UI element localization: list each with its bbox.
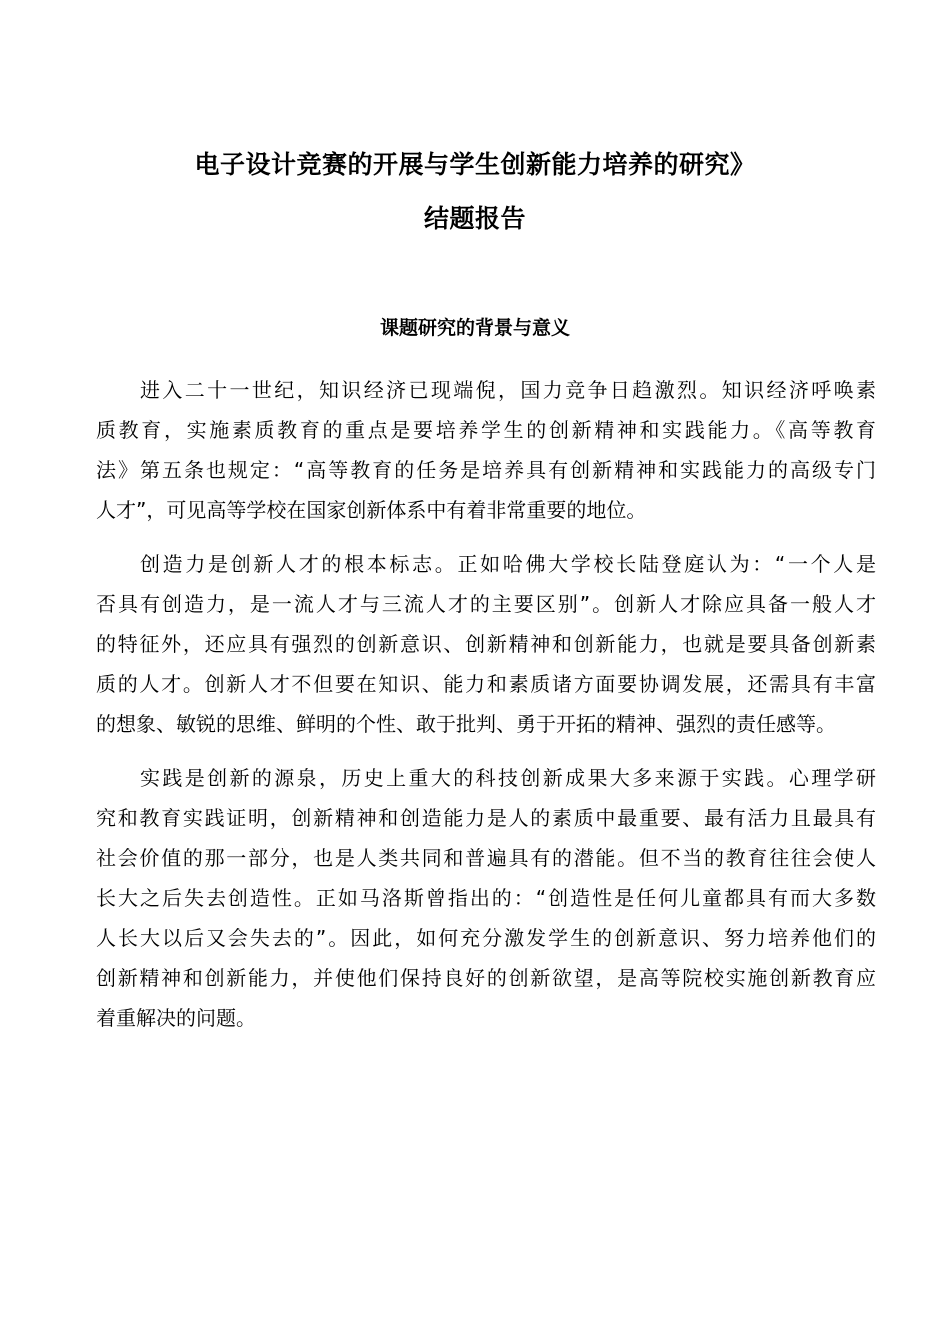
document-body: [96, 370, 876, 1052]
title-line-1: 电子设计竞赛的开展与学生创新能力培养的研究》: [194, 150, 756, 179]
title-line-2: 结题报告: [423, 204, 526, 233]
document-title: [0, 138, 950, 246]
paragraph-line: 进入二十一世纪，知识经济已现端倪，国力竞争日趋激烈。知识经济呼唤素: [140, 378, 876, 402]
paragraph-line: 创新精神和创新能力，并使他们保持良好的创新欲望，是高等院校实施创新教育应: [96, 966, 876, 990]
paragraph-line: 法》第五条也规定：“高等教育的任务是培养具有创新精神和实践能力的高级专门: [96, 458, 876, 482]
paragraph-line: 质教育，实施素质教育的重点是要培养学生的创新精神和实践能力。《高等教育: [96, 418, 876, 442]
paragraph-line: 创造力是创新人才的根本标志。正如哈佛大学校长陆登庭认为：“一个人是: [140, 552, 876, 576]
paragraph-line: 质的人才。创新人才不但要在知识、能力和素质诸方面要协调发展，还需具有丰富: [96, 672, 876, 696]
paragraph-line: 人长大以后又会失去的”。因此，如何充分激发学生的创新意识、努力培养他们的: [96, 926, 876, 950]
paragraph-line: 的想象、敏锐的思维、鲜明的个性、敢于批判、勇于开拓的精神、强烈的责任感等。: [96, 712, 836, 736]
paragraph-line: 社会价值的那一部分，也是人类共同和普遍具有的潜能。但不当的教育往往会使人: [96, 846, 876, 870]
paragraph-line: 人才”，可见高等学校在国家创新体系中有着非常重要的地位。: [96, 498, 647, 522]
paragraph-line: 实践是创新的源泉，历史上重大的科技创新成果大多来源于实践。心理学研: [140, 766, 876, 790]
paragraph-line: 着重解决的问题。: [96, 1006, 256, 1030]
paragraph-1: [96, 370, 876, 530]
section-heading: 课题研究的背景与意义: [379, 317, 570, 339]
paragraph-line: 的特征外，还应具有强烈的创新意识、创新精神和创新能力，也就是要具备创新素: [96, 632, 876, 656]
paragraph-line: 究和教育实践证明，创新精神和创造能力是人的素质中最重要、最有活力且最具有: [96, 806, 876, 830]
paragraph-line: 否具有创造力，是一流人才与三流人才的主要区别”。创新人才除应具备一般人才: [96, 592, 876, 616]
paragraph-line: 长大之后失去创造性。正如马洛斯曾指出的：“创造性是任何儿童都具有而大多数: [96, 886, 876, 910]
paragraph-2: [96, 544, 876, 744]
paragraph-3: [96, 758, 876, 1038]
